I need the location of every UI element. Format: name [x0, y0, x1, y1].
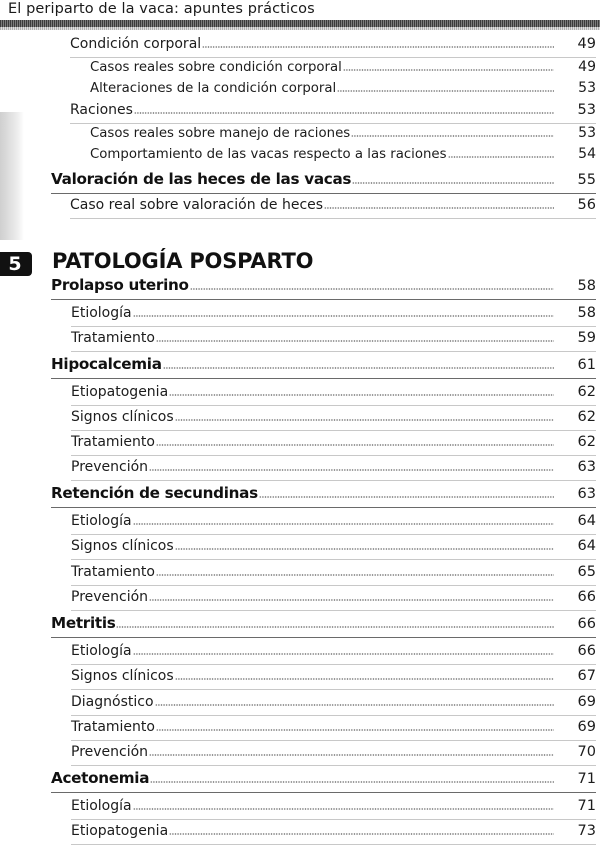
toc-subentry [71, 407, 556, 425]
entry-underline [51, 507, 596, 508]
toc-subentry [71, 562, 556, 580]
dot-leader [156, 574, 554, 576]
toc-page-number: 66 [577, 643, 596, 659]
toc-entry-label: Tratamiento [71, 719, 155, 735]
toc-subentry [71, 457, 556, 475]
toc-subsubentry [90, 57, 556, 75]
entry-underline [51, 792, 596, 793]
toc-subentry [71, 432, 556, 450]
toc-subsubentry [90, 78, 556, 96]
toc-entry-label: Prevención [71, 744, 149, 760]
dot-leader [156, 340, 554, 342]
section-heading: PATOLOGÍA POSPARTO [52, 249, 314, 273]
toc-page-number: 61 [577, 357, 596, 373]
entry-underline [51, 378, 596, 379]
dot-leader [134, 112, 554, 114]
toc-entry-label: Tratamiento [71, 564, 155, 580]
section-number-badge [0, 252, 32, 276]
toc-entry-label: Prevención [71, 459, 149, 475]
toc-page-number: 58 [577, 305, 596, 321]
toc-page-number: 49 [578, 59, 596, 75]
toc-page-number: 65 [577, 564, 596, 580]
toc-page-number: 69 [577, 694, 596, 710]
dot-leader [116, 626, 554, 628]
entry-underline [71, 844, 596, 845]
toc-entry-label: Valoración de las heces de las vacas [51, 170, 352, 188]
toc-entry-label: Etiopatogenia [71, 384, 169, 400]
toc-entry-label: Signos clínicos [71, 668, 174, 684]
toc-subentry [70, 34, 556, 52]
entry-underline [51, 637, 596, 638]
dot-leader [149, 469, 554, 471]
header-rule-shadow [0, 27, 600, 30]
entry-underline [71, 405, 596, 406]
toc-entry-label: Etiopatogenia [71, 823, 169, 839]
toc-entry-label: Raciones [70, 102, 133, 118]
toc-heading-entry [51, 769, 556, 787]
toc-entry-label: Signos clínicos [71, 538, 174, 554]
dot-leader [169, 833, 554, 835]
dot-leader [169, 394, 554, 396]
toc-page-number: 71 [577, 798, 596, 814]
toc-entry-label: Casos reales sobre condición corporal [90, 60, 342, 75]
toc-page-number: 64 [577, 513, 596, 529]
dot-leader [133, 523, 554, 525]
toc-page-number: 69 [577, 719, 596, 735]
toc-entry-label: Etiología [71, 513, 132, 529]
toc-page-number: 64 [577, 538, 596, 554]
dot-leader [352, 182, 554, 184]
toc-entry-label: Tratamiento [71, 434, 155, 450]
toc-page-number: 66 [577, 589, 596, 605]
dot-leader [150, 781, 554, 783]
entry-underline [71, 455, 596, 456]
toc-subentry [71, 328, 556, 346]
toc-page-number: 70 [577, 744, 596, 760]
dot-leader [156, 729, 554, 731]
entry-underline [71, 430, 596, 431]
dot-leader [324, 207, 554, 209]
toc-page-number: 73 [577, 823, 596, 839]
toc-entry-label: Casos reales sobre manejo de raciones [90, 126, 351, 141]
toc-entry-label: Etiología [71, 643, 132, 659]
dot-leader [149, 599, 554, 601]
toc-heading-entry [51, 355, 556, 373]
toc-subentry [71, 821, 556, 839]
toc-page-number: 63 [577, 459, 596, 475]
toc-subentry [71, 692, 556, 710]
running-header [0, 0, 600, 20]
toc-heading-entry [51, 276, 556, 294]
dot-leader [163, 367, 554, 369]
toc-page-number: 56 [577, 197, 596, 213]
toc-subentry [71, 742, 556, 760]
toc-entry-label: Condición corporal [70, 36, 202, 52]
toc-subentry [70, 195, 556, 213]
dot-leader [155, 704, 554, 706]
page-edge-shadow [0, 112, 24, 240]
toc-subentry [71, 587, 556, 605]
entry-underline [71, 559, 596, 560]
dot-leader [133, 315, 554, 317]
toc-subentry [71, 796, 556, 814]
toc-page-number: 62 [577, 434, 596, 450]
toc-page-number: 59 [577, 330, 596, 346]
entry-underline [71, 610, 596, 611]
toc-entry-label: Retención de secundinas [51, 484, 258, 502]
toc-entry-label: Prolapso uterino [51, 276, 189, 294]
toc-heading-entry [51, 170, 556, 188]
entry-underline [71, 534, 596, 535]
toc-heading-entry [51, 614, 556, 632]
toc-entry-label: Metritis [51, 614, 116, 632]
entry-underline [71, 715, 596, 716]
toc-entry-label: Prevención [71, 589, 149, 605]
toc-entry-label: Hipocalcemia [51, 355, 162, 373]
toc-subentry [71, 641, 556, 659]
toc-page-number: 62 [577, 384, 596, 400]
toc-page-number: 49 [577, 36, 596, 52]
toc-entry-label: Acetonemia [51, 769, 150, 787]
toc-entry-label: Comportamiento de las vacas respecto a las raciones [90, 147, 447, 162]
dot-leader [259, 496, 554, 498]
entry-underline [71, 740, 596, 741]
toc-page-number: 54 [578, 146, 596, 162]
toc-subentry [70, 100, 556, 118]
section-number: 5 [8, 253, 22, 275]
dot-leader [175, 678, 554, 680]
toc-page-number: 67 [577, 668, 596, 684]
toc-page-number: 71 [577, 771, 596, 787]
toc-subentry [71, 382, 556, 400]
dot-leader [202, 46, 554, 48]
entry-underline [71, 819, 596, 820]
toc-subentry [71, 303, 556, 321]
toc-entry-label: Alteraciones de la condición corporal [90, 81, 337, 96]
header-rule [0, 20, 600, 27]
dot-leader [133, 653, 554, 655]
toc-page-number: 63 [577, 486, 596, 502]
toc-heading-entry [51, 484, 556, 502]
dot-leader [343, 69, 554, 71]
toc-entry-label: Signos clínicos [71, 409, 174, 425]
entry-underline [51, 193, 596, 194]
toc-subentry [71, 717, 556, 735]
dot-leader [337, 90, 554, 92]
toc-subentry [71, 511, 556, 529]
toc-page-number: 55 [577, 172, 596, 188]
entry-underline [51, 299, 596, 300]
toc-page-number: 58 [577, 278, 596, 294]
toc-subentry [71, 666, 556, 684]
toc-subsubentry [90, 144, 556, 162]
toc-entry-label: Diagnóstico [71, 694, 154, 710]
toc-entry-label: Caso real sobre valoración de heces [70, 197, 324, 213]
book-title: El periparto de la vaca: apuntes prácticos [8, 1, 315, 17]
entry-underline [71, 351, 596, 352]
dot-leader [351, 135, 554, 137]
entry-underline [71, 326, 596, 327]
entry-underline [71, 689, 596, 690]
toc-entry-label: Etiología [71, 798, 132, 814]
dot-leader [448, 156, 554, 158]
dot-leader [175, 548, 554, 550]
dot-leader [149, 754, 554, 756]
dot-leader [190, 288, 554, 290]
toc-subsubentry [90, 123, 556, 141]
toc-page-number: 53 [578, 80, 596, 96]
entry-underline [71, 480, 596, 481]
dot-leader [133, 808, 554, 810]
toc-page-number: 66 [577, 616, 596, 632]
toc-page-number: 53 [577, 102, 596, 118]
entry-underline [71, 664, 596, 665]
toc-page-number: 53 [578, 125, 596, 141]
entry-underline [70, 218, 596, 219]
entry-underline [71, 765, 596, 766]
dot-leader [156, 444, 554, 446]
toc-entry-label: Etiología [71, 305, 132, 321]
toc-page-number: 62 [577, 409, 596, 425]
dot-leader [175, 419, 554, 421]
toc-entry-label: Tratamiento [71, 330, 155, 346]
entry-underline [71, 585, 596, 586]
toc-subentry [71, 536, 556, 554]
